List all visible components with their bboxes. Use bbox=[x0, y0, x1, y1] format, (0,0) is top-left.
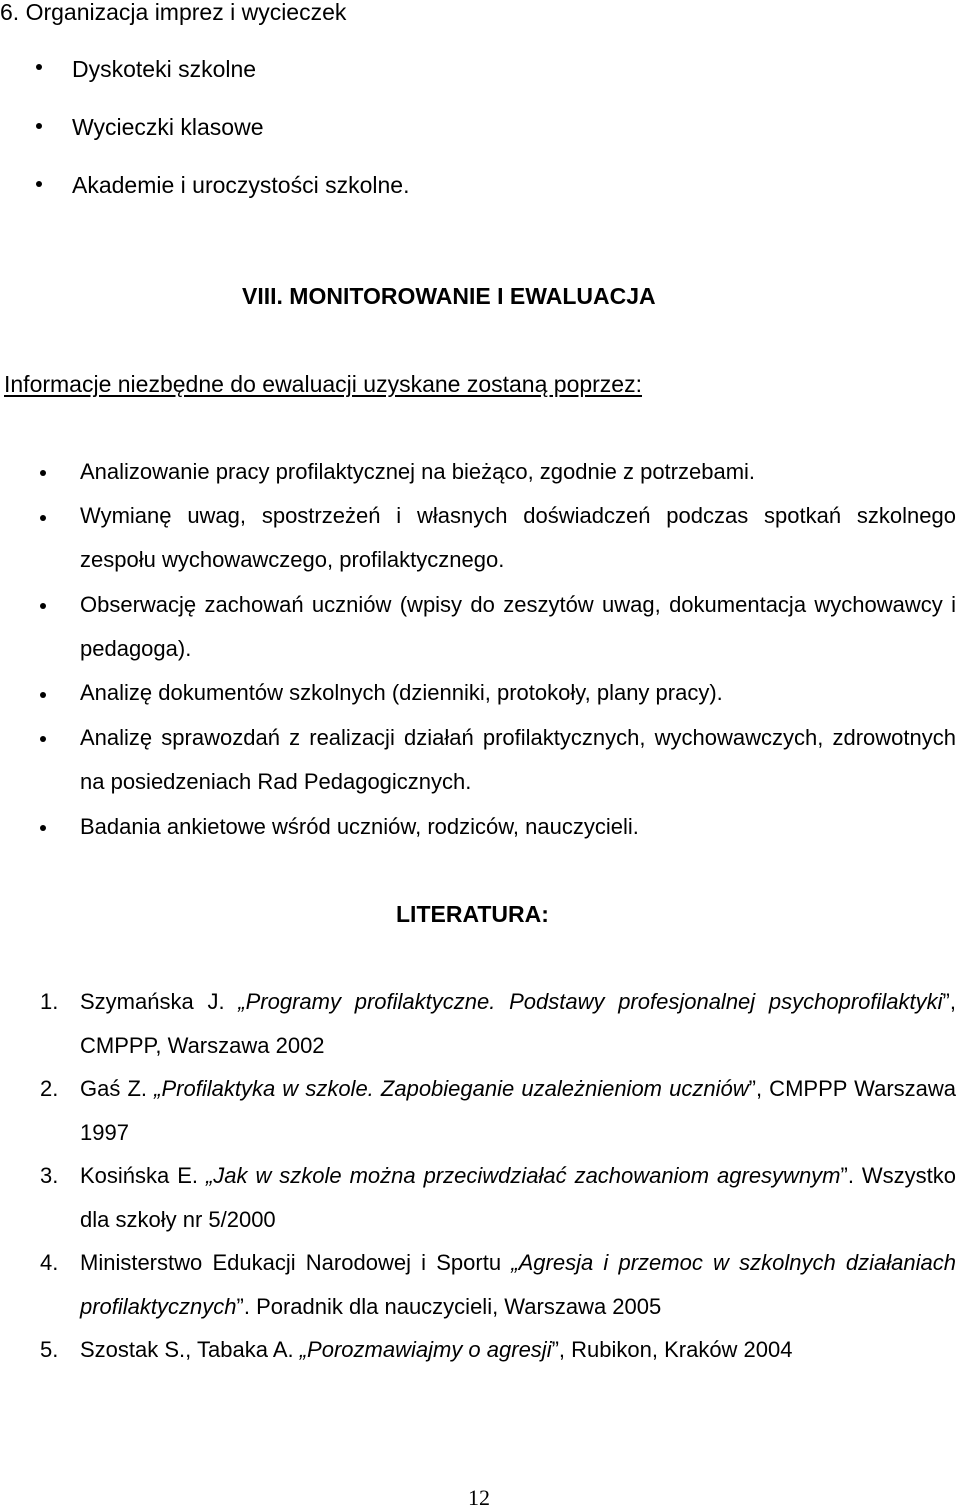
literature-entry bbox=[80, 1067, 956, 1155]
literature-entry bbox=[80, 1241, 956, 1329]
literature-author: Szymańska J. bbox=[80, 989, 239, 1014]
section-6-heading: 6. Organizacja imprez i wycieczek bbox=[0, 0, 347, 25]
bullet-icon bbox=[40, 736, 46, 742]
literature-entry bbox=[80, 1328, 956, 1372]
literature-publisher: ”, Rubikon, Kraków 2004 bbox=[551, 1337, 793, 1362]
literature-title: „Programy profilaktyczne. Podstawy profesjonalnej psychoprofilaktyki bbox=[238, 989, 943, 1014]
literature-publisher: ”, CMPPP Warszawa 1997 bbox=[80, 1076, 957, 1145]
literature-entry bbox=[80, 980, 956, 1068]
section-6-item: Akademie i uroczystości szkolne. bbox=[72, 172, 410, 198]
literature-title: „Profilaktyka w szkole. Zapobieganie uzależnieniom uczniów bbox=[154, 1076, 749, 1101]
literature-title: „Porozmawiajmy o agresji bbox=[299, 1337, 552, 1362]
monitoring-item: Obserwację zachowań uczniów (wpisy do zeszytów uwag, dokumentacja wychowawcy i pedagoga). bbox=[80, 592, 956, 661]
monitoring-item: Wymianę uwag, spostrzeżeń i własnych doświadczeń podczas spotkań szkolnego zespołu wychowawczego, profilaktycznego. bbox=[80, 503, 956, 572]
bullet-icon bbox=[40, 470, 46, 476]
literature-heading: LITERATURA: bbox=[396, 901, 549, 927]
literature-entry bbox=[80, 1154, 956, 1242]
literature-number: 5. bbox=[40, 1337, 59, 1362]
monitoring-item: Analizowanie pracy profilaktycznej na bieżąco, zgodnie z potrzebami. bbox=[80, 459, 756, 484]
monitoring-item: Badania ankietowe wśród uczniów, rodziców, nauczycieli. bbox=[80, 814, 639, 839]
section-6-item: Dyskoteki szkolne bbox=[72, 56, 257, 82]
literature-number: 1. bbox=[40, 989, 59, 1014]
literature-publisher: ”. Poradnik dla nauczycieli, Warszawa 2005 bbox=[236, 1294, 662, 1319]
literature-author: Ministerstwo Edukacji Narodowej i Sportu bbox=[80, 1250, 512, 1275]
literature-title: „Agresja i przemoc w szkolnych działaniach profilaktycznych bbox=[80, 1250, 956, 1319]
literature-number: 4. bbox=[40, 1250, 59, 1275]
literature-author: Kosińska E. bbox=[80, 1163, 206, 1188]
section-6-item: Wycieczki klasowe bbox=[72, 114, 264, 140]
literature-publisher: ”, CMPPP, Warszawa 2002 bbox=[80, 989, 956, 1058]
monitoring-item: Analizę dokumentów szkolnych (dzienniki, protokoły, plany pracy). bbox=[80, 680, 723, 705]
literature-author: Gaś Z. bbox=[80, 1076, 155, 1101]
bullet-icon bbox=[36, 181, 42, 187]
bullet-icon bbox=[40, 603, 46, 609]
page-number: 12 bbox=[468, 1485, 490, 1510]
bullet-icon bbox=[40, 825, 46, 831]
literature-number: 2. bbox=[40, 1076, 59, 1101]
literature-title: „Jak w szkole można przeciwdziałać zachowaniom agresywnym bbox=[205, 1163, 841, 1188]
bullet-icon bbox=[36, 123, 42, 129]
bullet-icon bbox=[40, 692, 46, 698]
monitoring-item: Analizę sprawozdań z realizacji działań profilaktycznych, wychowawczych, zdrowotnych na posiedzeniach Rad Pedagogicznych. bbox=[80, 725, 956, 794]
bullet-icon bbox=[40, 515, 46, 521]
bullet-icon bbox=[36, 64, 42, 70]
literature-publisher: ”. Wszystko dla szkoły nr 5/2000 bbox=[80, 1163, 957, 1232]
monitoring-intro: Informacje niezbędne do ewaluacji uzyskane zostaną poprzez: bbox=[4, 371, 642, 397]
literature-author: Szostak S., Tabaka A. bbox=[80, 1337, 300, 1362]
section-8-heading: VIII. MONITOROWANIE I EWALUACJA bbox=[242, 283, 656, 309]
literature-number: 3. bbox=[40, 1163, 59, 1188]
